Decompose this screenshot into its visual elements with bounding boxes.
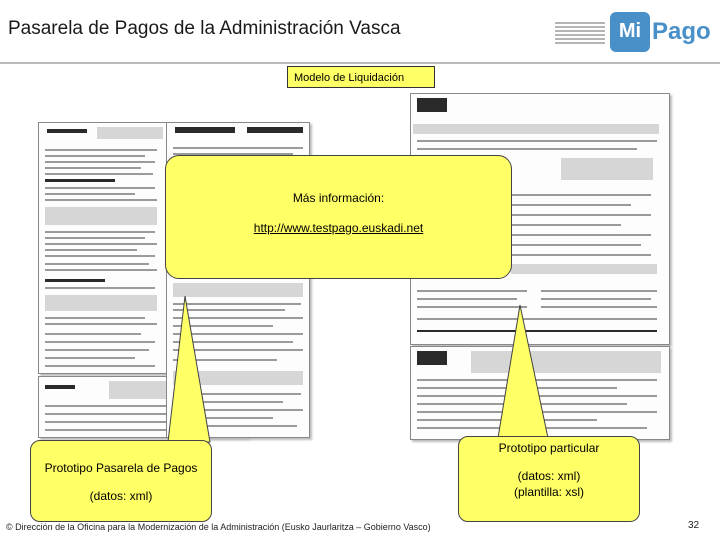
callout-particular-prototype xyxy=(458,436,640,522)
callout-right-line2: (datos: xml) xyxy=(517,469,581,483)
more-info-popup xyxy=(165,155,512,279)
page-number: 32 xyxy=(688,520,700,531)
pointer-right xyxy=(498,305,548,438)
model-label: Modelo de Liquidación xyxy=(287,66,435,88)
callout-right-line3: (plantilla: xsl) xyxy=(513,485,585,499)
callout-right-line1: Prototipo particular xyxy=(498,441,600,455)
callout-gateway-prototype xyxy=(30,440,212,522)
page-title: Pasarela de Pagos de la Administración Vasca xyxy=(8,18,401,39)
more-info-link[interactable]: http://www.testpago.euskadi.net xyxy=(253,221,424,235)
callout-left-line2: (datos: xml) xyxy=(89,489,153,503)
footer-text: © Dirección de la Oficina para la Modernización de la Administración (Eusko Jaurlaritza – Gobierno Vasco) xyxy=(6,522,431,532)
callout-left-line1: Prototipo Pasarela de Pagos xyxy=(44,461,198,475)
logo-mi-text: Mi xyxy=(618,20,642,42)
pointer-left xyxy=(168,296,210,442)
more-info-label: Más información: xyxy=(292,191,385,205)
logo-pago-text: Pago xyxy=(652,18,711,45)
